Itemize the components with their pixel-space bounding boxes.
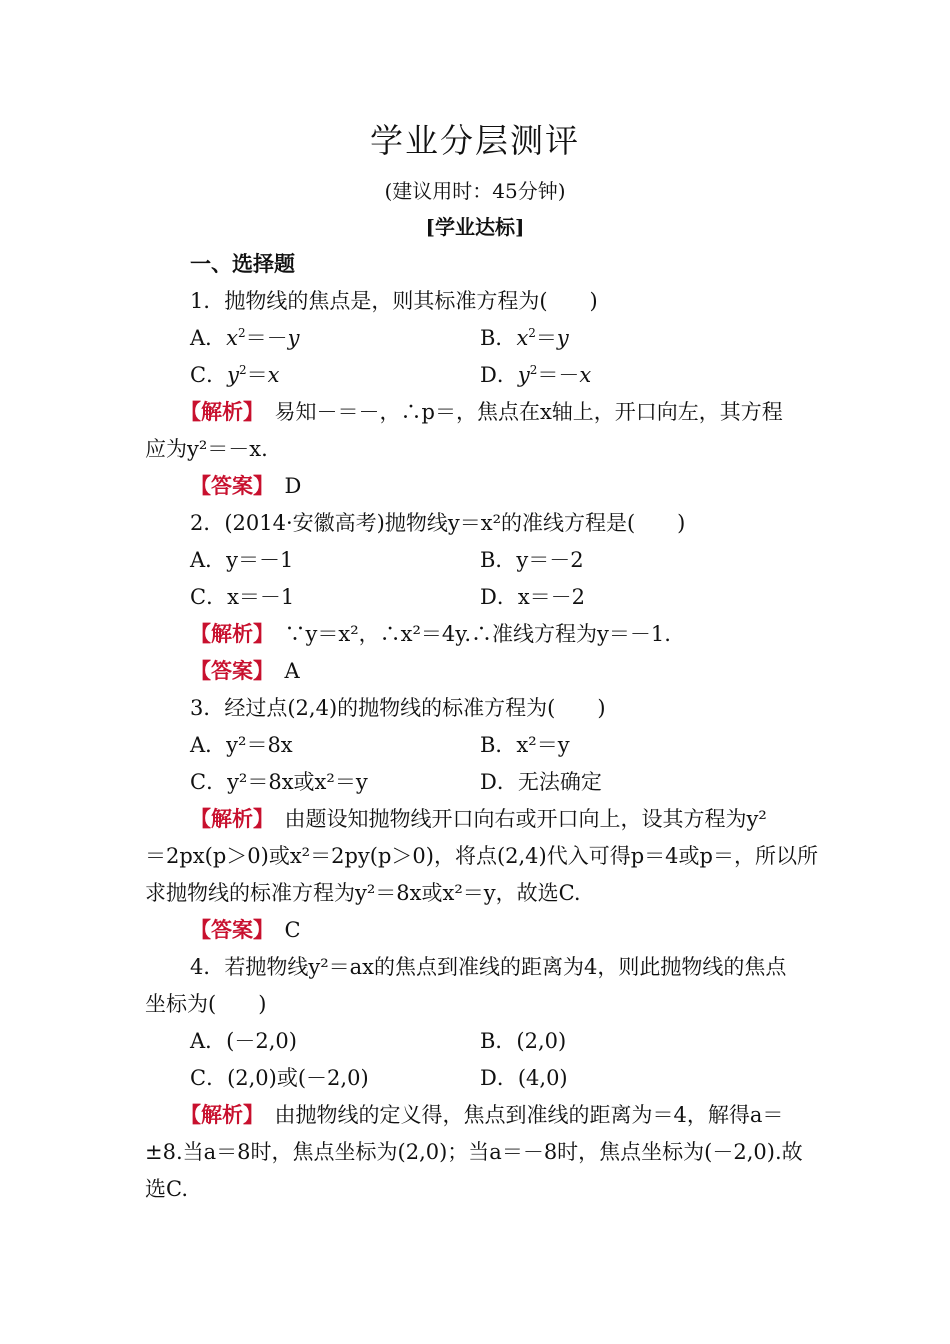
answer-label: 【答案】 <box>190 658 264 683</box>
q2-option-b: B．y＝－2 <box>480 548 584 572</box>
q1-analysis: 【解析】 易知－＝－，∴p＝，焦点在x轴上，开口向左，其方程 <box>180 399 783 424</box>
analysis-label: 【解析】 <box>190 806 264 831</box>
q4-option-d: D．(4,0) <box>480 1066 568 1090</box>
q3-option-c: C．y²＝8x或x²＝y <box>190 770 368 794</box>
q3-stem: 3．经过点(2,4)的抛物线的标准方程为( ) <box>190 696 606 720</box>
q1-option-a: A．$x^2=-y$ <box>190 326 300 350</box>
q3-option-d: D．无法确定 <box>480 770 602 794</box>
time-suggestion: (建议用时：45分钟) <box>384 179 566 203</box>
q4-option-a: A．(－2,0) <box>190 1029 297 1053</box>
q4-option-c: C．(2,0)或(－2,0) <box>190 1066 369 1090</box>
answer-label: 【答案】 <box>190 917 264 942</box>
q1-analysis-cont: 应为y²＝－x. <box>145 437 268 461</box>
q3-analysis-cont2: 求抛物线的标准方程为y²＝8x或x²＝y，故选C. <box>145 881 581 905</box>
q3-option-a: A．y²＝8x <box>190 733 293 757</box>
q2-option-a: A．y＝－1 <box>190 548 294 572</box>
q2-stem: 2．(2014·安徽高考)抛物线y＝x²的准线方程是( ) <box>190 511 686 535</box>
level-heading: [学业达标] <box>425 215 525 239</box>
page-title: 学业分层测评 <box>370 121 580 160</box>
q1-option-b: B．$x^2=y$ <box>480 326 569 350</box>
q3-option-b: B．x²＝y <box>480 733 570 757</box>
q4-analysis-cont: ±8.当a＝8时，焦点坐标为(2,0)；当a＝－8时，焦点坐标为(－2,0).故 <box>145 1140 803 1164</box>
q1-option-d: D．$y^2=-x$ <box>480 363 592 387</box>
q3-answer: 【答案】 C <box>190 917 301 942</box>
analysis-label: 【解析】 <box>180 399 254 424</box>
q1-answer: 【答案】 D <box>190 473 302 498</box>
q2-option-d: D．x＝－2 <box>480 585 586 609</box>
answer-label: 【答案】 <box>190 473 264 498</box>
q4-option-b: B．(2,0) <box>480 1029 567 1053</box>
q2-answer: 【答案】 A <box>190 658 300 683</box>
section-heading: 一、选择题 <box>190 251 295 276</box>
analysis-label: 【解析】 <box>190 621 264 646</box>
q1-option-c: C．$y^2=x$ <box>190 363 280 387</box>
analysis-label: 【解析】 <box>180 1102 254 1127</box>
q4-analysis: 【解析】 由抛物线的定义得，焦点到准线的距离为＝4，解得a＝ <box>180 1102 784 1127</box>
q3-analysis: 【解析】 由题设知抛物线开口向右或开口向上，设其方程为y² <box>190 806 767 831</box>
q1-stem: 1．抛物线的焦点是，则其标准方程为( ) <box>190 289 598 313</box>
q3-analysis-cont: ＝2px(p＞0)或x²＝2py(p＞0)，将点(2,4)代入可得p＝4或p＝，所以所 <box>145 844 818 868</box>
q4-stem: 4．若抛物线y²＝ax的焦点到准线的距离为4，则此抛物线的焦点 <box>190 955 787 979</box>
q4-stem-cont: 坐标为( ) <box>145 992 267 1016</box>
q2-option-c: C．x＝－1 <box>190 585 295 609</box>
q4-analysis-cont2: 选C. <box>145 1177 188 1201</box>
q2-analysis: 【解析】 ∵y＝x²，∴x²＝4y.∴准线方程为y＝－1. <box>190 621 671 646</box>
